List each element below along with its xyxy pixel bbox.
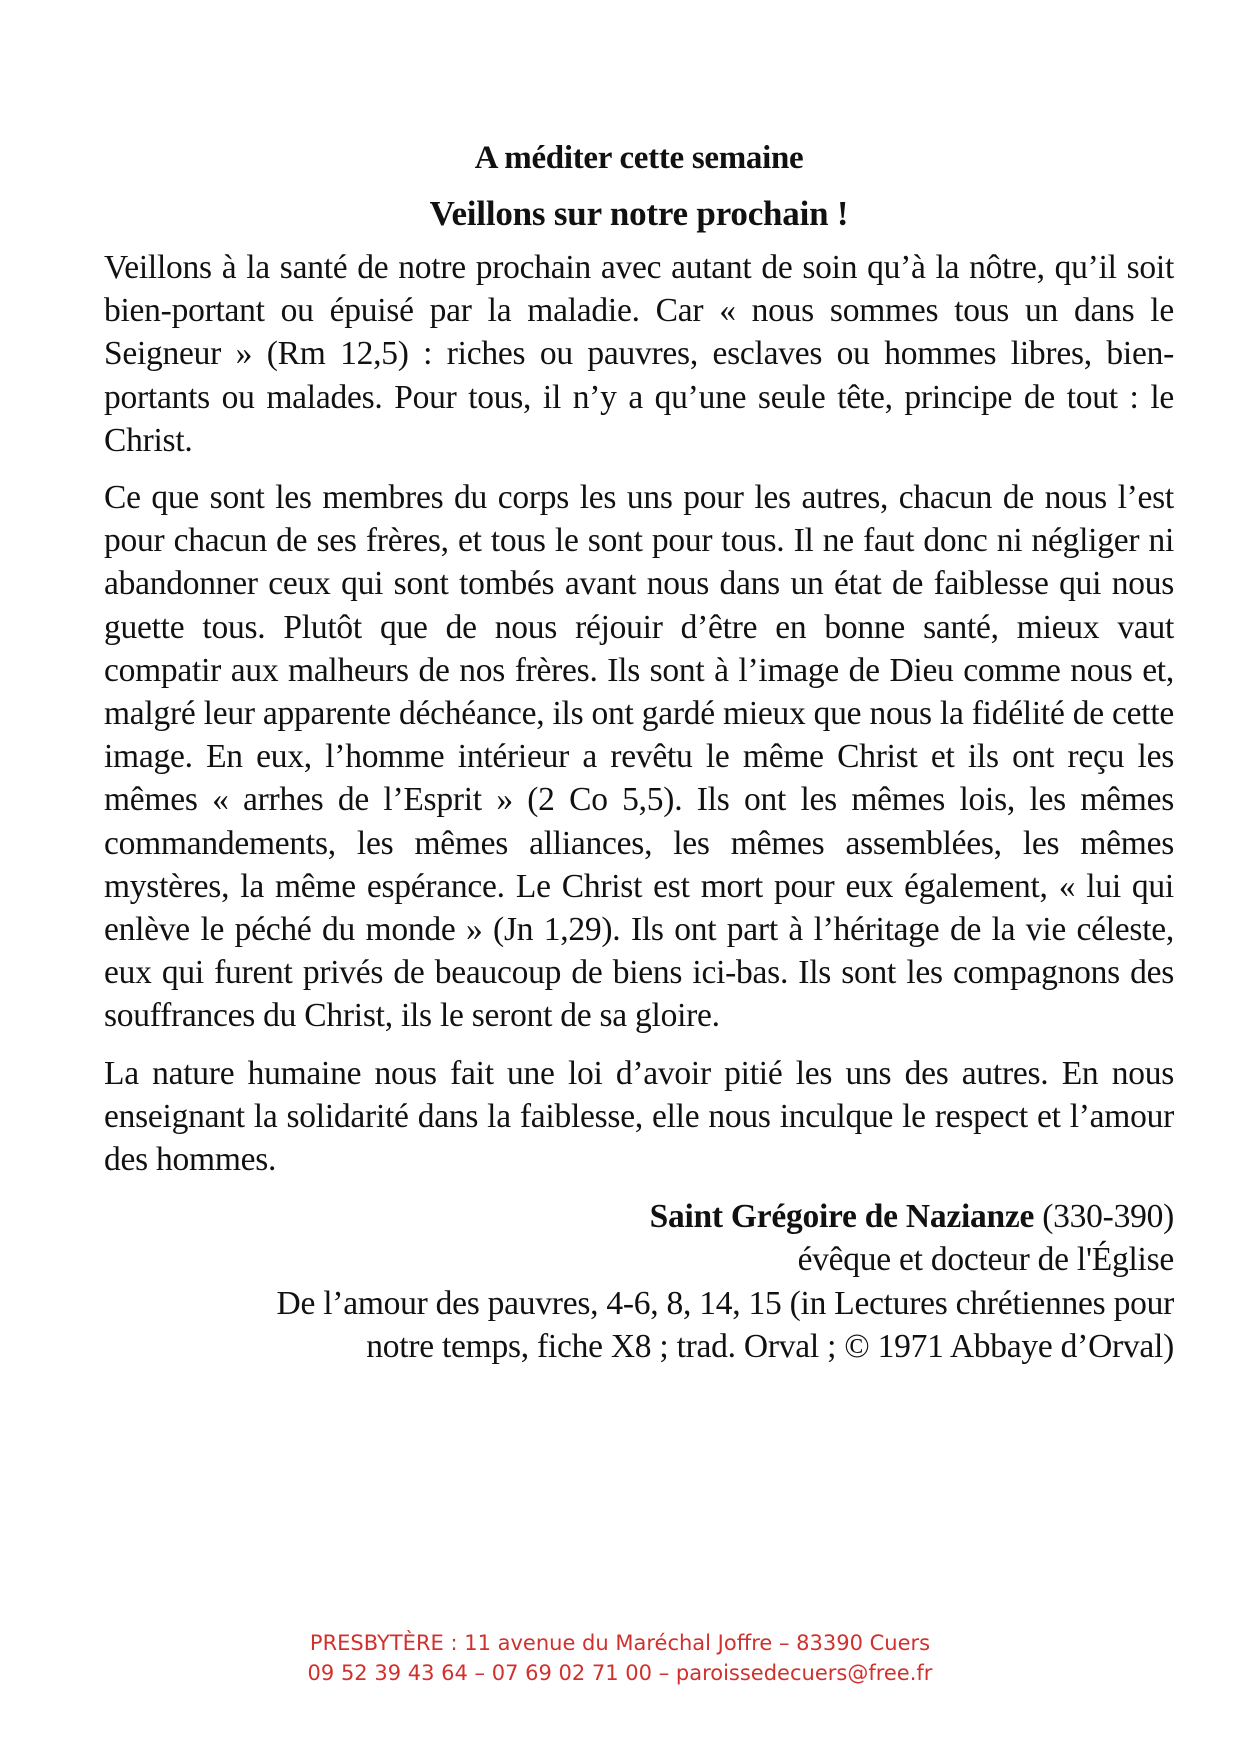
page-title: Veillons sur notre prochain ! [429, 194, 849, 233]
source-line-2: notre temps, fiche X8 ; trad. Orval ; © 1971 Abbaye d’Orval) [366, 1327, 1174, 1365]
parish-footer [0, 1628, 1240, 1688]
footer-address: PRESBYTÈRE : 11 avenue du Maréchal Joffre – 83390 Cuers [309, 1631, 931, 1655]
section-kicker: A méditer cette semaine [474, 140, 804, 176]
body-paragraph-1: Veillons à la santé de notre prochain avec autant de soin qu’à la nôtre, qu’il soit bien-portant ou épuisé par la maladie. Car « nous sommes tous un dans le Seigneur » (Rm 12,5) : riches ou pauvres, esclaves ou hommes libres, bien-portants ou malades. Pour tous, il n’y a qu’une seule tête, principe de tout : le Christ. [104, 249, 1174, 459]
document-page [104, 136, 1174, 1368]
body-paragraph-3: La nature humaine nous fait une loi d’avoir pitié les uns des autres. En nous enseignant la solidarité dans la faiblesse, elle nous inculque le respect et l’amour des hommes. [104, 1054, 1174, 1179]
body-paragraph-2: Ce que sont les membres du corps les uns pour les autres, chacun de nous l’est pour chacun de ses frères, et tous le sont pour tous. Il ne faut donc ni négliger ni abandonner ceux qui sont tombés avant nous dans un état de faiblesse qui nous guette tous. Plutôt que de nous réjouir d’être en bonne santé, mieux vaut compatir aux malheurs de nos frères. Ils sont à l’image de Dieu comme nous et, malgré leur apparente déchéance, ils ont gardé mieux que nous la fidélité de cette image. En eux, l’homme intérieur a revêtu le même Christ et ils ont reçu les mêmes « arrhes de l’Esprit » (2 Co 5,5). Ils ont les mêmes lois, les mêmes commandements, les mêmes alliances, les mêmes assemblées, les mêmes mystères, la même espérance. Le Christ est mort pour eux également, « lui qui enlève le péché du monde » (Jn 1,29). Ils ont part à l’héritage de la vie céleste, eux qui furent privés de beaucoup de biens ici-bas. Ils sont les compagnons des souffrances du Christ, ils le seront de sa gloire. [104, 479, 1174, 1035]
footer-contact: 09 52 39 43 64 – 07 69 02 71 00 – paroissedecuers@free.fr [307, 1661, 933, 1685]
attribution-block [104, 1195, 1174, 1368]
source-line-1: De l’amour des pauvres, 4-6, 8, 14, 15 (in Lectures chrétiennes pour [276, 1284, 1174, 1322]
author-name: Saint Grégoire de Nazianze [649, 1198, 1035, 1236]
author-role: évêque et docteur de l'Église [797, 1241, 1174, 1279]
author-dates: (330-390) [1034, 1198, 1174, 1236]
attribution-author-line [104, 1195, 1174, 1238]
